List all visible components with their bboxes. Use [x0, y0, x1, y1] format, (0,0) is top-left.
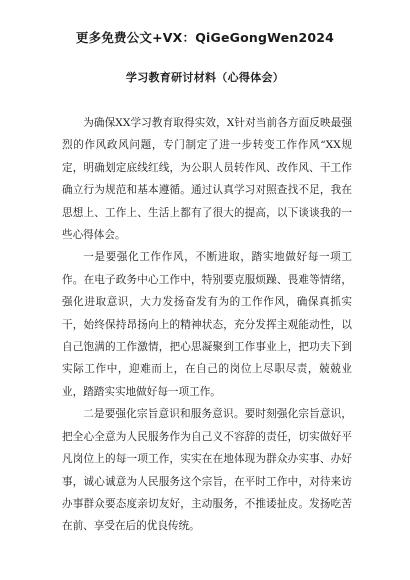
document-title: 学习教育研讨材料（心得体会）: [125, 71, 285, 84]
promo-banner: 更多免费公文+VX：QiGeGongWen2024: [75, 30, 335, 45]
document-body: [62, 112, 352, 538]
paragraph-work-style: 一是要强化工作作风，不断进取，踏实地做好每一项工作。在电子政务中心工作中，特别要克服烦躁、畏难等情绪，强化进取意识，大力发扬奋发有为的工作作风，确保真抓实干，始终保持昂扬向上的精神状态，充分发挥主观能动性，以自己饱满的工作激情，把心思凝聚到工作事业上，把功夫下到实际工作中，迎难而上，在自己的岗位上尽职尽责，兢兢业业，踏踏实实地做好每一项工作。: [62, 251, 352, 398]
paragraph-intro: 为确保XX学习教育取得实效，X针对当前各方面反映最强烈的作风政风问题，专门制定了进一步转变工作作风“XX规定，明确划定底线红线，为公职人员转作风、改作风、干工作确立行为规范和基本遵循。通过认真学习对照查找不足，我在思想上、工作上、生活上都有了很大的提高，以下谈谈我的一些心得体会。: [62, 117, 352, 242]
paragraph-service-awareness: 二是要强化宗旨意识和服务意识。要时刻强化宗旨意识，把全心全意为人民服务作为自己义不容辞的责任，切实做好平凡岗位上的每一项工作，实实在在地体现为群众办实事、办好事，诚心诚意为人民服务这个宗旨，在平时工作中，对待来访办事群众要态度亲切友好，主动服务，不推诿扯皮。发扬吃苦在前、享受在后的优良传统。: [62, 408, 352, 533]
